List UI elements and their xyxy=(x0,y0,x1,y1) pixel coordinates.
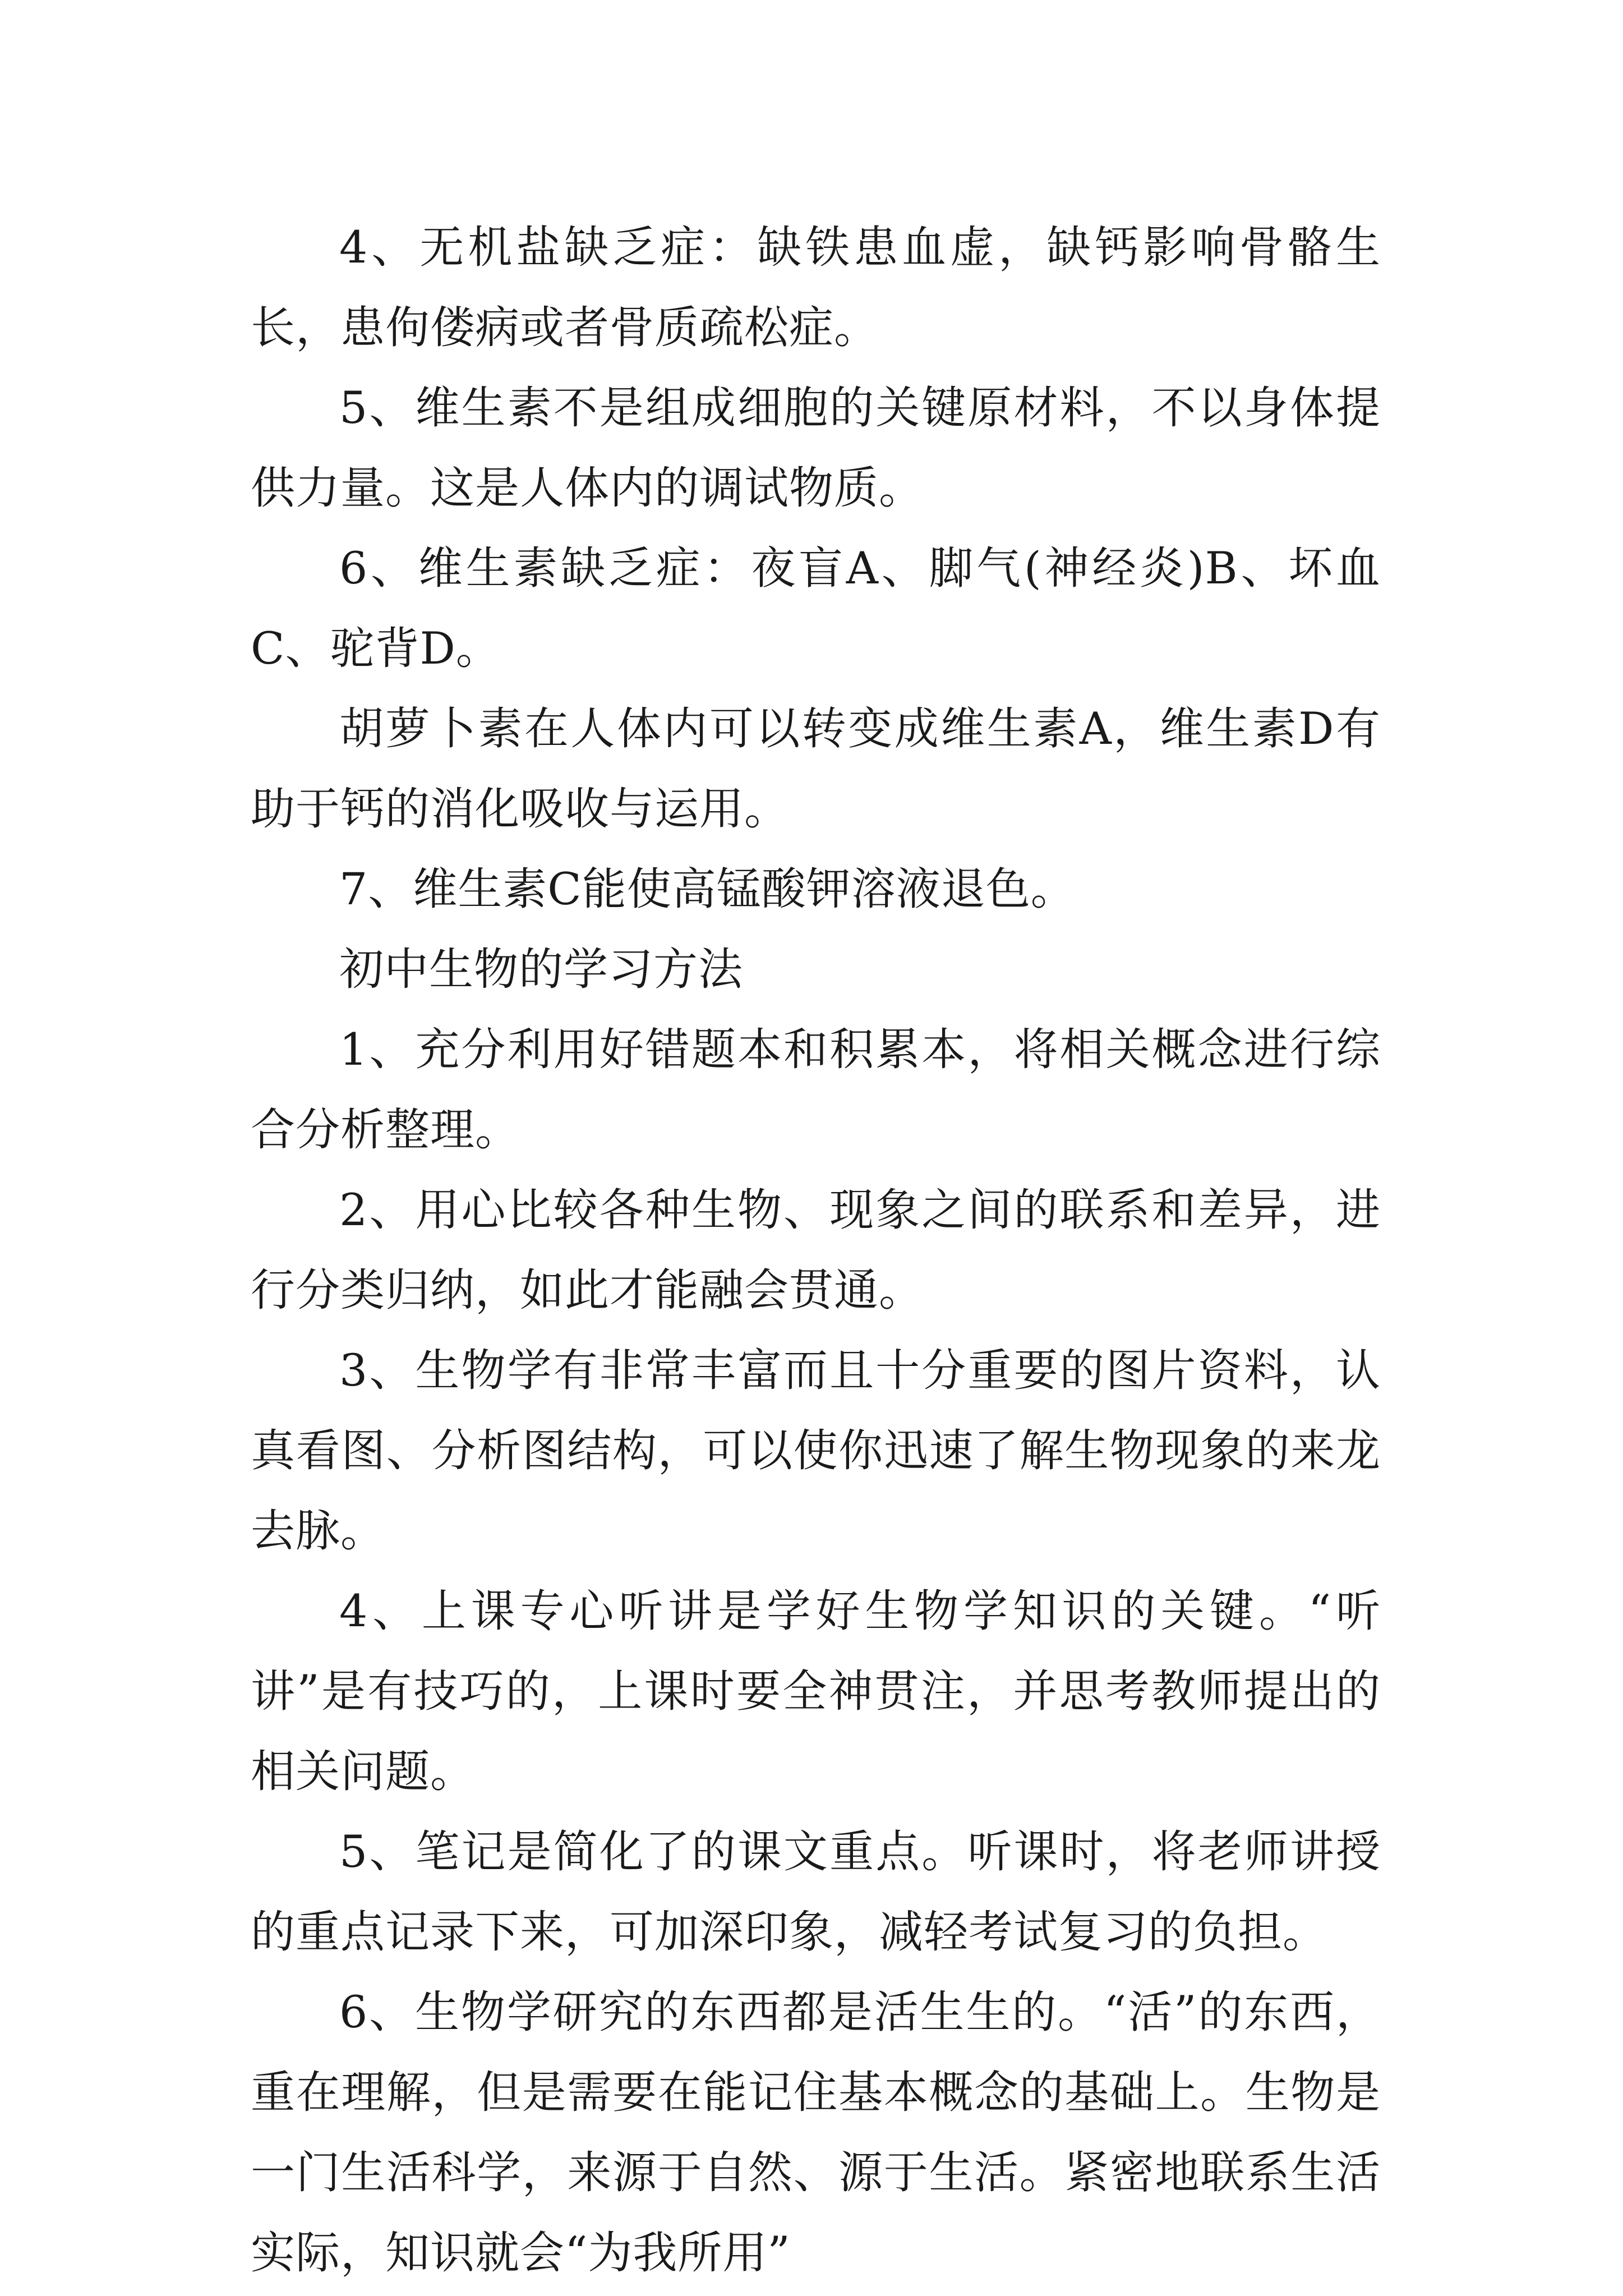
paragraph-carotene: 胡萝卜素在人体内可以转变成维生素A，维生素D有助于钙的消化吸收与运用。 xyxy=(251,703,1381,835)
paragraph-vitamin-role: 5、维生素不是组成细胞的关键原材料，不以身体提供力量。这是人体内的调试物质。 xyxy=(251,382,1381,514)
paragraph-method-2: 2、用心比较各种生物、现象之间的联系和差异，进行分类归纳，如此才能融会贯通。 xyxy=(251,1184,1381,1316)
paragraph-vitamin-deficiency: 6、维生素缺乏症：夜盲A、脚气(神经炎)B、坏血C、驼背D。 xyxy=(251,542,1381,674)
document-page xyxy=(251,208,1381,2293)
section-heading-study-methods: 初中生物的学习方法 xyxy=(339,944,743,995)
paragraph-method-3: 3、生物学有非常丰富而且十分重要的图片资料，认真看图、分析图结构，可以使你迅速了解生物现象的来龙去脉。 xyxy=(251,1345,1381,1557)
paragraph-method-4: 4、上课专心听讲是学好生物学知识的关键。“听讲”是有技巧的，上课时要全神贯注，并思考教师提出的相关问题。 xyxy=(251,1585,1381,1797)
paragraph-method-5: 5、笔记是简化了的课文重点。听课时，将老师讲授的重点记录下来，可加深印象，减轻考试复习的负担。 xyxy=(251,1826,1381,1958)
paragraph-vitamin-c: 7、维生素C能使高锰酸钾溶液退色。 xyxy=(339,863,1076,915)
paragraph-method-6: 6、生物学研究的东西都是活生生的。“活”的东西，重在理解，但是需要在能记住基本概念的基础上。生物是一门生活科学，来源于自然、源于生活。紧密地联系生活实际，知识就会“为我所用” xyxy=(251,1986,1381,2279)
paragraph-mineral-deficiency: 4、无机盐缺乏症：缺铁患血虚，缺钙影响骨骼生长，患佝偻病或者骨质疏松症。 xyxy=(251,222,1381,353)
paragraph-method-1: 1、充分利用好错题本和积累本，将相关概念进行综合分析整理。 xyxy=(251,1024,1381,1156)
